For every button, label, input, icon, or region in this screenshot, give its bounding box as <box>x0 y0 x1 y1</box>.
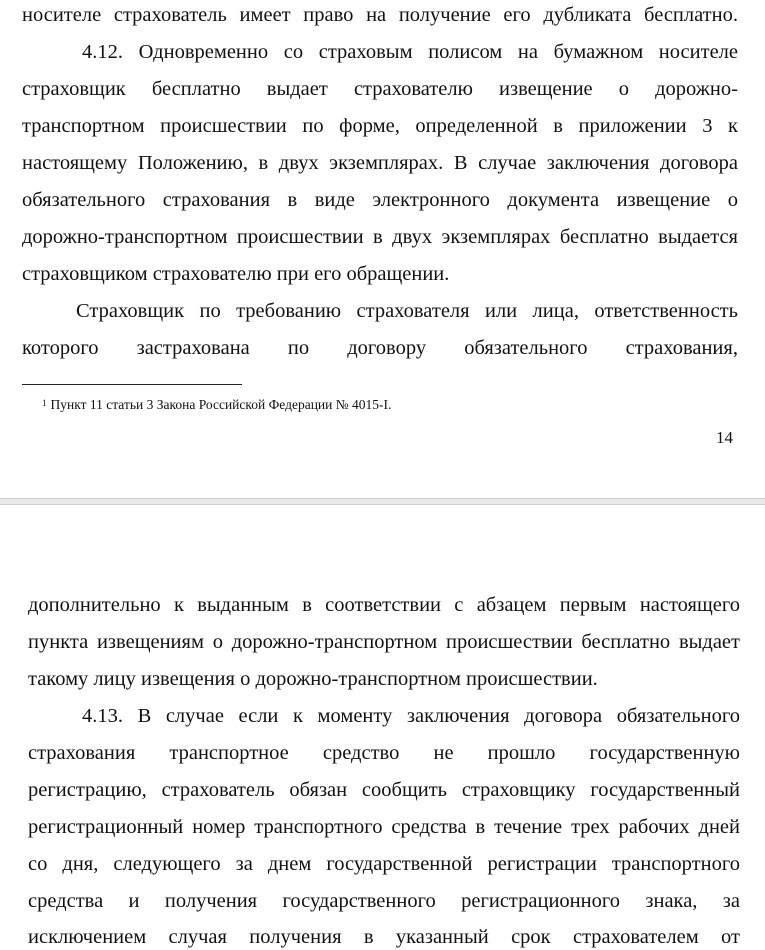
footnote-separator <box>22 384 242 385</box>
text-line: обязательного страхования в виде электронного документа извещение о <box>22 189 738 211</box>
text-line: страховщиком страхователю при его обращении. <box>22 263 450 285</box>
text-line: регистрационный номер транспортного средства в течение трех рабочих дней <box>28 816 740 838</box>
text-line: регистрацию, страхователь обязан сообщить страховщику государственный <box>28 779 740 801</box>
text-line: исключением случая получения в указанный срок страхователем от <box>28 926 740 948</box>
text-line: Страховщик по требованию страхователя или лица, ответственность <box>76 300 738 322</box>
text-line: страховщик бесплатно выдает страхователю извещение о дорожно- <box>22 78 738 100</box>
text-line: настоящему Положению, в двух экземплярах. В случае заключения договора <box>22 152 738 174</box>
text-line: носителе страхователь имеет право на получение его дубликата бесплатно. <box>22 4 738 26</box>
text-line: средства и получения государственного регистрационного знака, за <box>28 890 740 912</box>
text-line: страхования транспортное средство не прошло государственную <box>28 742 740 764</box>
page-number: 14 <box>716 428 733 447</box>
text-line: дорожно-транспортном происшествии в двух экземплярах бесплатно выдается <box>22 226 738 248</box>
document-page-15 <box>0 505 765 950</box>
text-line: со дня, следующего за днем государственной регистрации транспортного <box>28 853 740 875</box>
text-line: которого застрахована по договору обязательного страхования, <box>22 337 738 359</box>
text-line: такому лицу извещения о дорожно-транспортном происшествии. <box>28 668 598 690</box>
text-line: 4.12. Одновременно со страховым полисом на бумажном носителе <box>82 41 738 63</box>
text-line: транспортном происшествии по форме, определенной в приложении 3 к <box>22 115 738 137</box>
text-line: 4.13. В случае если к моменту заключения договора обязательного <box>82 705 740 727</box>
footnote-text: Пункт 11 статьи 3 Закона Российской Федерации № 4015-I. <box>50 397 392 412</box>
page-separator <box>0 498 765 505</box>
footnote-marker: 1 <box>42 398 47 408</box>
text-line: дополнительно к выданным в соответствии с абзацем первым настоящего <box>28 594 740 616</box>
text-line: пункта извещениям о дорожно-транспортном происшествии бесплатно выдает <box>28 631 740 653</box>
footnote <box>42 397 391 413</box>
